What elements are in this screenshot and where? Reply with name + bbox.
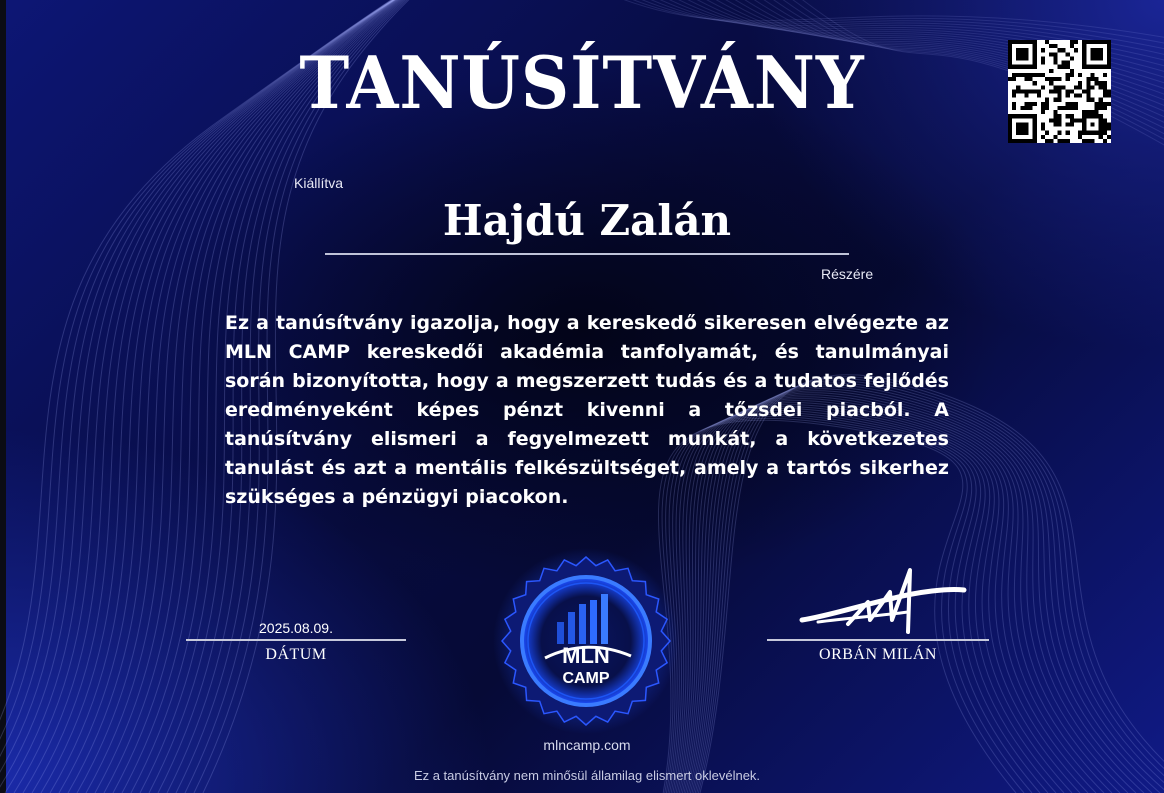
certificate-title: TANÚSÍTVÁNY (299, 40, 865, 125)
website-link[interactable]: mlncamp.com (543, 737, 631, 753)
disclaimer-text: Ez a tanúsítvány nem minősül államilag elismert oklevélnek. (413, 768, 761, 783)
mln-camp-seal-icon (493, 548, 679, 734)
qr-code-icon (1008, 40, 1111, 143)
for-label: Részére (821, 266, 874, 282)
issued-label: Kiállítva (294, 175, 344, 191)
certificate-body-text: Ez a tanúsítvány igazolja, hogy a kereskedő sikeresen elvégezte az MLN CAMP kereskedői akadémia tanfolyamát, és tanulmányai során bizonyította, hogy a megszerzett tudás és a tudatos fejlődés eredményeként képes pénzt kivenni a tőzsdei piacból. A tanúsítvány elismeri a fegyelmezett munkát, a következetes tanulást és azt a mentális felkészültséget, amely a tartós sikerhez szükséges a pénzügyi piacokon. (225, 312, 949, 508)
date-label: DÁTUM (265, 646, 327, 663)
date-line (186, 639, 406, 641)
signature-icon (798, 562, 968, 642)
name-underline (325, 253, 849, 255)
recipient-name: Hajdú Zalán (442, 196, 732, 245)
date-value: 2025.08.09. (259, 620, 333, 636)
signer-name: ORBÁN MILÁN (819, 646, 937, 663)
seal-text-mln: MLN (562, 643, 610, 668)
signature-line (767, 639, 989, 641)
seal-text-camp: CAMP (562, 670, 610, 687)
